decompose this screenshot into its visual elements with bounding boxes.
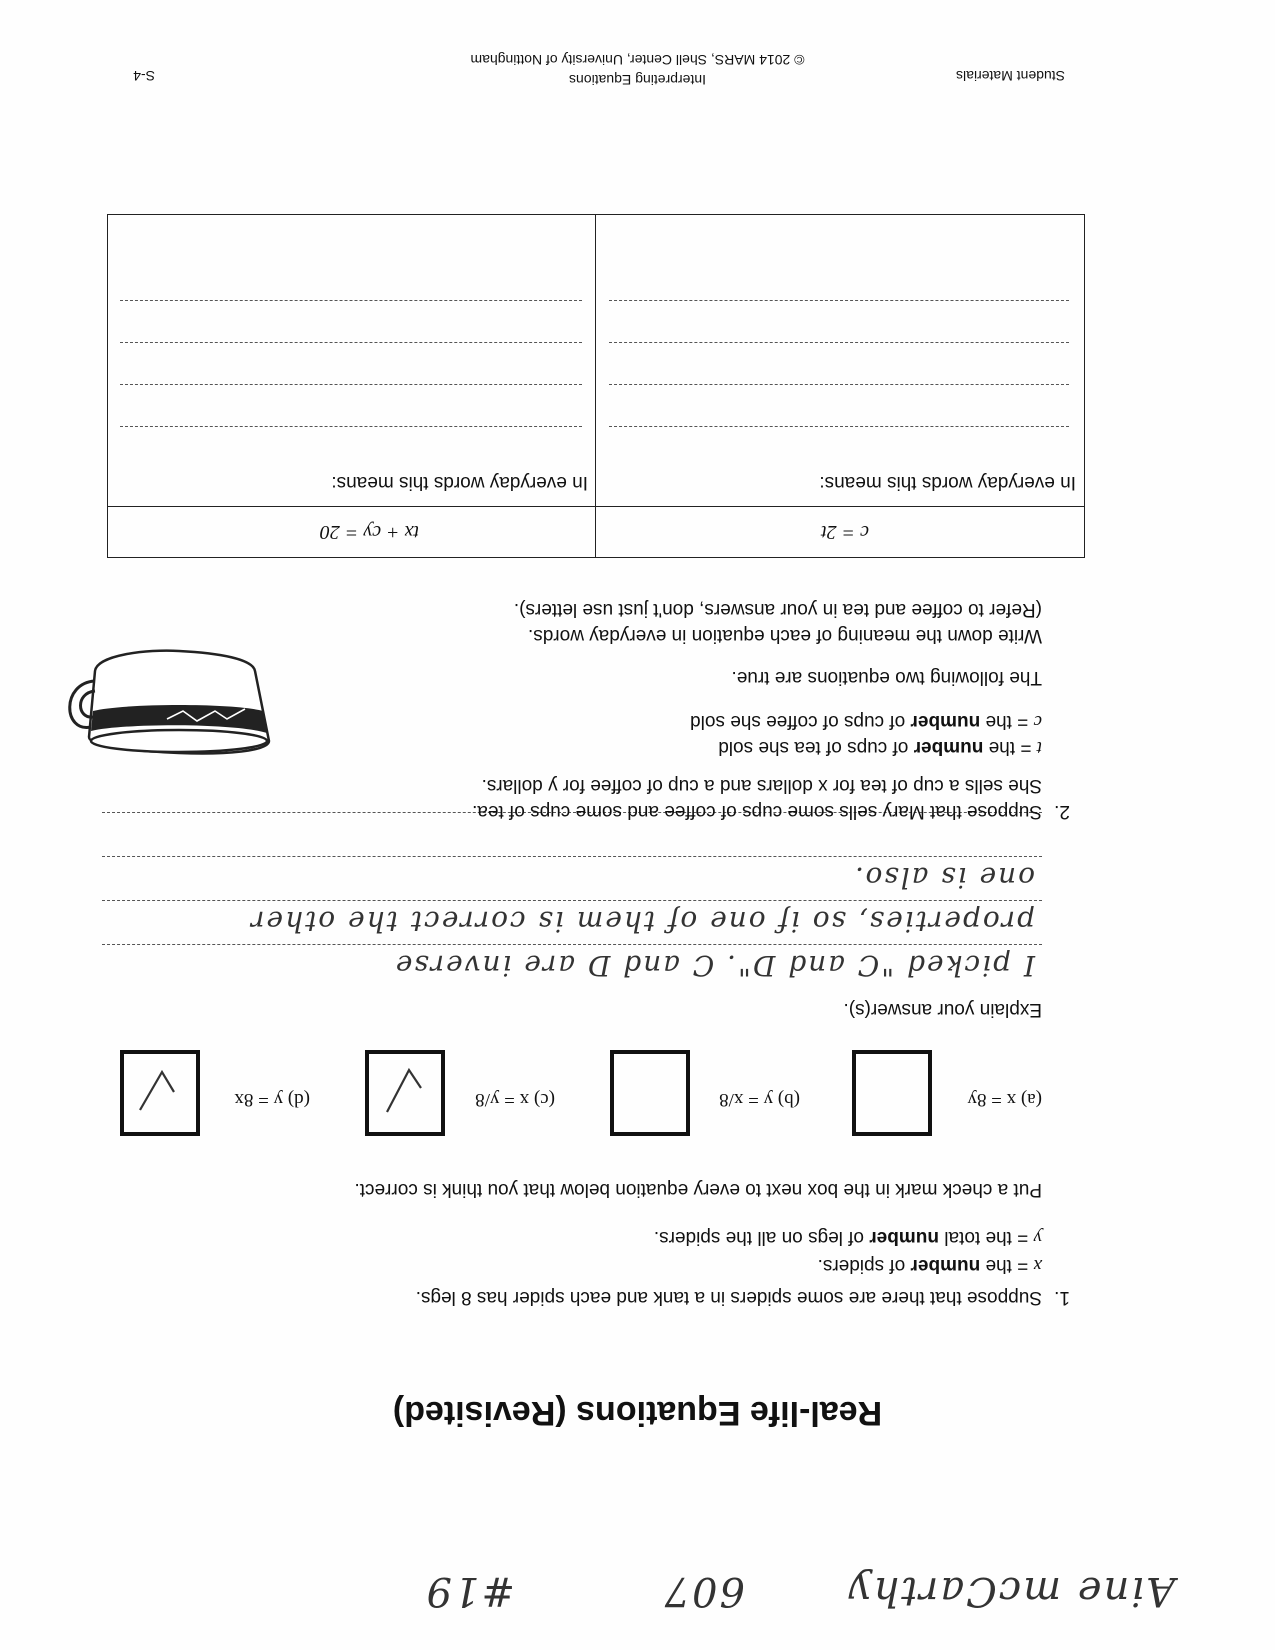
var-t: t (1036, 737, 1042, 758)
footer-center-bottom: © 2014 MARS, Shell Center, University of Nottingham (470, 52, 805, 68)
means-label-right: In everyday words this means: (331, 472, 588, 493)
option-d-label: (d) y = 8x (234, 1089, 310, 1110)
q1-explain-prompt: Explain your answer(s). (843, 999, 1042, 1020)
checkmark-icon (136, 1062, 180, 1118)
q2-line-2: She sells a cup of tea for x dollars and a cup of coffee for y dollars. (481, 775, 1042, 796)
var-x: x (1033, 1255, 1042, 1276)
answer-line (102, 856, 1042, 857)
answer-line (609, 300, 1069, 301)
option-c (355, 1044, 555, 1140)
q2-def-t: t = the number of cups of tea she sold (718, 737, 1042, 758)
page-title: Real-life Equations (Revisited) (392, 1394, 883, 1432)
q1-def-x: x = the number of spiders. (817, 1255, 1042, 1276)
option-a-checkbox[interactable] (852, 1050, 932, 1136)
option-b-checkbox[interactable] (610, 1050, 690, 1136)
answer-line (120, 384, 582, 385)
student-name: Aine mcCarthy (846, 1568, 1175, 1614)
q2-number: 2. (1054, 801, 1070, 822)
q2-prompt (472, 798, 1070, 824)
option-b (600, 1044, 800, 1140)
var-c: c (1033, 711, 1042, 732)
q2-refer-line: (Refer to coffee and tea in your answers, don't just use letters). (513, 599, 1042, 620)
option-c-label: (c) x = y/8 (475, 1089, 555, 1110)
option-b-label: (b) y = x/8 (719, 1089, 800, 1110)
equation-left: c = 2t (821, 521, 869, 543)
checkmark-icon (381, 1062, 425, 1118)
q2-def-c: c = the number of cups of coffee she sold (690, 711, 1042, 732)
q1-def-y: y = the total number of legs on all the spiders. (653, 1227, 1042, 1248)
q1-instruction: Put a check mark in the box next to every equation below that you think is correct. (354, 1179, 1042, 1200)
answer-line (120, 300, 582, 301)
student-header (55, 1544, 1215, 1624)
coffee-mug-icon (65, 645, 275, 755)
explanation-line-3: one is also. (853, 861, 1035, 894)
equation-right: tx + cy = 20 (319, 521, 419, 543)
var-y: y (1033, 1227, 1042, 1248)
q1-text: Suppose that there are some spiders in a tank and each spider has 8 legs. (415, 1287, 1042, 1308)
answer-table (107, 214, 1085, 558)
answer-line (120, 426, 582, 427)
explanation-line-2: properties, so if one of them is correct the other (249, 905, 1035, 938)
option-c-checkbox[interactable] (365, 1050, 445, 1136)
answer-line (102, 900, 1042, 901)
footer-center-top: Interpreting Equations (569, 72, 706, 88)
answer-line (102, 944, 1042, 945)
option-d (110, 1044, 310, 1140)
answer-line (609, 342, 1069, 343)
q1-prompt (416, 1284, 1070, 1310)
class-code: 607 (662, 1568, 745, 1614)
q2-true-line: The following two equations are true. (731, 667, 1042, 688)
q2-write-line: Write down the meaning of each equation in everyday words. (527, 625, 1042, 646)
explanation-line-1: I picked "C and D". C and D are inverse (393, 949, 1035, 982)
option-a (852, 1044, 1042, 1140)
answer-line (609, 384, 1069, 385)
student-number: #19 (424, 1568, 515, 1614)
table-divider (108, 506, 1084, 507)
q1-number: 1. (1054, 1287, 1070, 1308)
footer-right: S-4 (133, 68, 155, 84)
footer-left: Student Materials (956, 68, 1065, 84)
means-label-left: In everyday words this means: (819, 472, 1076, 493)
q2-line-1: Suppose that Mary sells some cups of coffee and some cups of tea. (472, 801, 1042, 822)
answer-line (120, 342, 582, 343)
option-d-checkbox[interactable] (120, 1050, 200, 1136)
answer-line (609, 426, 1069, 427)
option-a-label: (a) x = 8y (967, 1089, 1042, 1110)
